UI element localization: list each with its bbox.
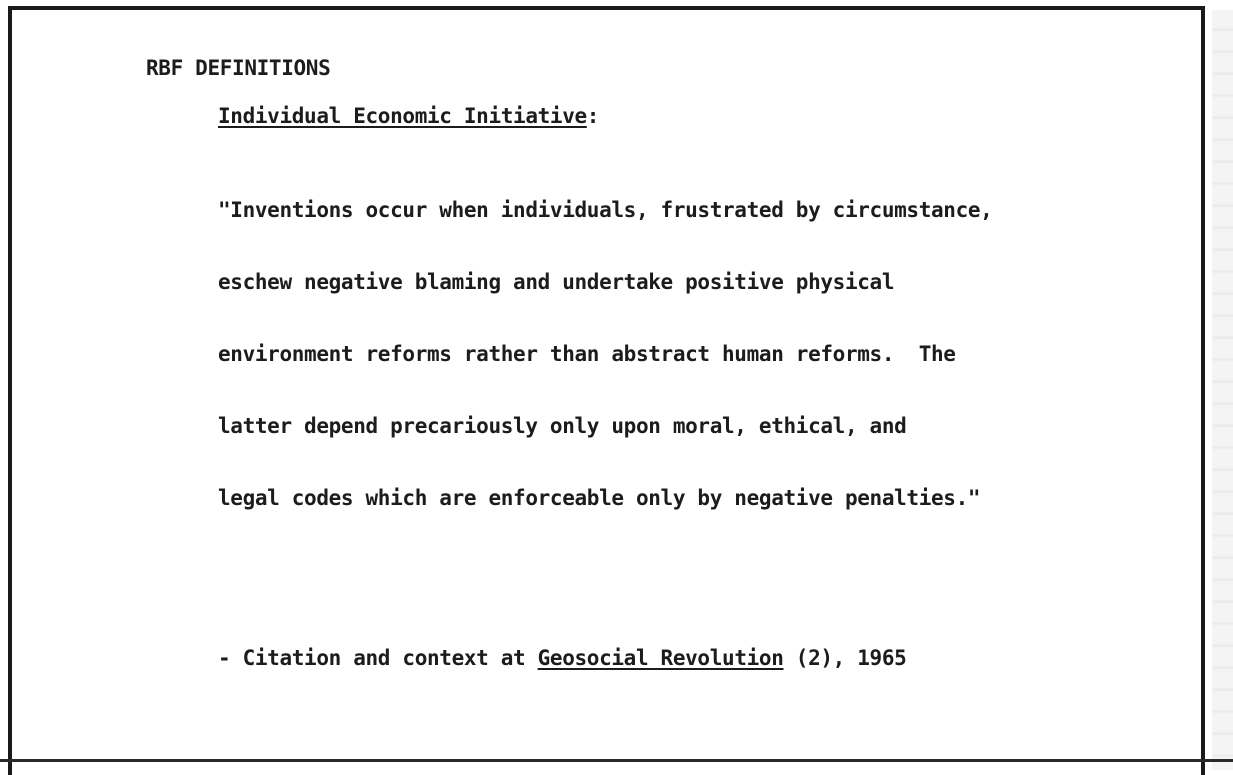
- citation-prefix: - Citation and context at: [218, 646, 538, 670]
- document-heading: RBF DEFINITIONS: [146, 56, 331, 80]
- citation-source-title: Geosocial Revolution: [537, 646, 784, 670]
- quote-line: latter depend precariously only upon moral, ethical, and: [218, 414, 907, 438]
- definition-term-colon: :: [586, 104, 600, 128]
- quote-line: legal codes which are enforceable only by negative penalties.": [218, 486, 981, 510]
- definition-term-text: Individual Economic Initiative: [218, 104, 587, 128]
- citation-line: [218, 646, 906, 670]
- card-bottom-rule: [0, 759, 1233, 762]
- definition-quote: [218, 150, 992, 558]
- citation-suffix: (2), 1965: [783, 646, 907, 670]
- quote-line: eschew negative blaming and undertake positive physical: [218, 270, 895, 294]
- quote-line: "Inventions occur when individuals, frustrated by circumstance,: [218, 198, 993, 222]
- quote-line: environment reforms rather than abstract human reforms. The: [218, 342, 956, 366]
- definition-term: [218, 104, 599, 128]
- scan-edge-artifact: [1212, 10, 1233, 770]
